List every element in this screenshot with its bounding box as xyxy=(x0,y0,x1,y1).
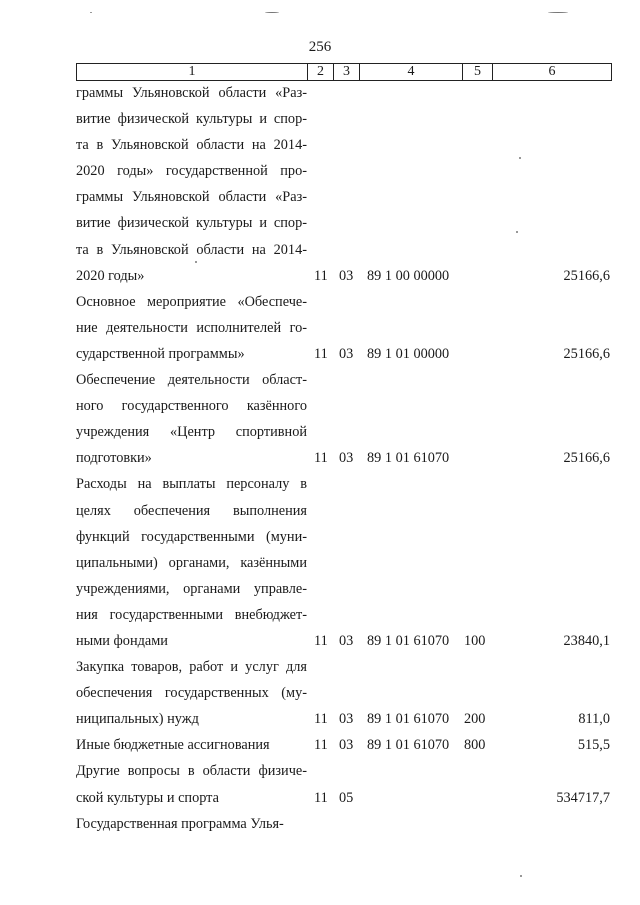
column-header-2: 2 xyxy=(308,64,334,81)
row-description xyxy=(76,654,307,732)
scan-speck xyxy=(516,231,518,233)
subsection-code: 03 xyxy=(339,737,354,754)
target-article-code: 89 1 01 00000 xyxy=(367,345,450,362)
table-row xyxy=(76,732,616,758)
target-article-code: 89 1 01 61070 xyxy=(367,450,450,467)
scan-speck xyxy=(520,875,522,877)
target-article-code: 89 1 01 61070 xyxy=(367,711,450,728)
row-description xyxy=(76,80,307,289)
subsection-code: 05 xyxy=(339,789,354,806)
subsection-code: 03 xyxy=(339,632,354,649)
description-line: Государственная программа Улья- xyxy=(76,815,284,832)
description-line: ниципальных) нужд xyxy=(76,711,199,728)
description-line: витие физической культуры и спор- xyxy=(76,111,307,128)
amount: 23840,1 xyxy=(563,632,610,649)
description-line: ния государственными внебюджет- xyxy=(76,606,307,623)
section-code: 11 xyxy=(314,711,328,728)
scan-speck xyxy=(265,12,279,13)
table-row xyxy=(76,758,616,810)
column-header-4: 4 xyxy=(360,64,463,81)
section-code: 11 xyxy=(314,632,328,649)
section-code: 11 xyxy=(314,345,328,362)
description-line: сударственной программы» xyxy=(76,345,245,362)
amount: 25166,6 xyxy=(563,450,610,467)
subsection-code: 03 xyxy=(339,711,354,728)
description-line: Расходы на выплаты персоналу в xyxy=(76,476,307,493)
table-row xyxy=(76,811,616,837)
description-line: обеспечения государственных (му- xyxy=(76,685,307,702)
description-line: ние деятельности исполнителей го- xyxy=(76,319,307,336)
scan-speck xyxy=(195,261,197,263)
scan-speck xyxy=(519,157,521,159)
expense-type-code: 800 xyxy=(464,737,486,754)
description-line: ного государственного казённого xyxy=(76,398,307,415)
description-line: учреждения «Центр спортивной xyxy=(76,424,307,441)
table-row xyxy=(76,367,616,471)
row-description xyxy=(76,471,307,654)
description-line: Закупка товаров, работ и услуг для xyxy=(76,659,307,676)
description-line: функций государственными (муни- xyxy=(76,528,307,545)
description-line: витие физической культуры и спор- xyxy=(76,215,307,232)
amount: 534717,7 xyxy=(556,789,610,806)
table-row xyxy=(76,80,616,289)
section-code: 11 xyxy=(314,267,328,284)
description-line: Иные бюджетные ассигнования xyxy=(76,737,270,754)
description-line: граммы Ульяновской области «Раз- xyxy=(76,85,307,101)
description-line: та в Ульяновской области на 2014- xyxy=(76,241,307,258)
target-article-code: 89 1 01 61070 xyxy=(367,632,450,649)
description-line: ской культуры и спорта xyxy=(76,789,219,806)
row-description xyxy=(76,289,307,367)
table-row xyxy=(76,471,616,654)
subsection-code: 03 xyxy=(339,267,354,284)
scan-speck xyxy=(90,12,92,13)
description-line: ными фондами xyxy=(76,632,168,649)
section-code: 11 xyxy=(314,450,328,467)
description-line: подготовки» xyxy=(76,450,152,467)
amount: 811,0 xyxy=(578,711,610,728)
budget-table-body xyxy=(76,80,616,837)
description-line: Другие вопросы в области физиче- xyxy=(76,763,307,780)
target-article-code: 89 1 01 61070 xyxy=(367,737,450,754)
row-description xyxy=(76,811,307,837)
description-line: 2020 годы» xyxy=(76,267,145,284)
amount: 515,5 xyxy=(577,737,610,754)
column-header-5: 5 xyxy=(463,64,493,81)
row-description xyxy=(76,758,307,810)
amount: 25166,6 xyxy=(563,267,610,284)
target-article-code: 89 1 00 00000 xyxy=(367,267,450,284)
section-code: 11 xyxy=(314,737,328,754)
row-description xyxy=(76,732,307,758)
description-line: та в Ульяновской области на 2014- xyxy=(76,137,307,154)
column-header-row xyxy=(76,63,612,81)
expense-type-code: 100 xyxy=(464,632,486,649)
description-line: целях обеспечения выполнения xyxy=(76,502,307,519)
scan-speck xyxy=(548,12,568,13)
page-number: 256 xyxy=(308,39,332,55)
amount: 25166,6 xyxy=(563,345,610,362)
column-header-3: 3 xyxy=(334,64,360,81)
column-header-1: 1 xyxy=(77,64,308,81)
description-line: граммы Ульяновской области «Раз- xyxy=(76,189,307,206)
description-line: учреждениями, органами управле- xyxy=(76,580,307,597)
row-description xyxy=(76,367,307,471)
column-header-6: 6 xyxy=(493,64,612,81)
subsection-code: 03 xyxy=(339,450,354,467)
expense-type-code: 200 xyxy=(464,711,486,728)
subsection-code: 03 xyxy=(339,345,354,362)
description-line: Обеспечение деятельности област- xyxy=(76,372,307,389)
description-line: ципальными) органами, казёнными xyxy=(76,554,307,571)
table-row xyxy=(76,654,616,732)
section-code: 11 xyxy=(314,789,328,806)
description-line: Основное мероприятие «Обеспече- xyxy=(76,293,307,310)
table-row xyxy=(76,289,616,367)
description-line: 2020 годы» государственной про- xyxy=(76,163,307,180)
